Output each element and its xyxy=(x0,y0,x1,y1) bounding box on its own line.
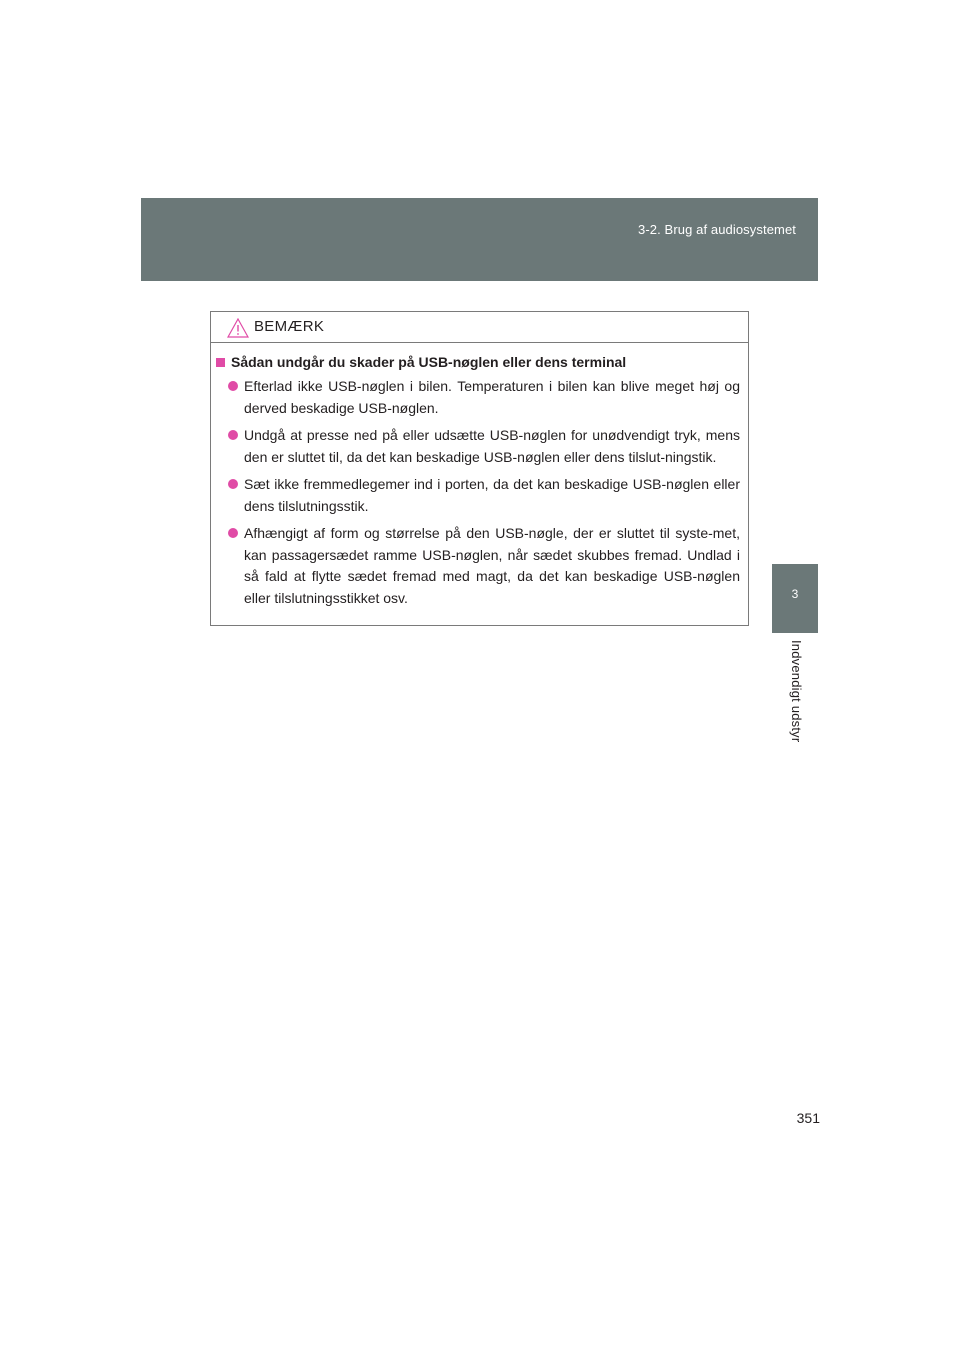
bullet-dot-icon xyxy=(228,381,238,391)
section-title-text: Sådan undgår du skader på USB-nøglen eller dens terminal xyxy=(231,354,627,370)
list-item xyxy=(216,425,740,468)
chapter-number: 3 xyxy=(791,587,799,601)
list-item-text: Efterlad ikke USB-nøglen i bilen. Temperaturen i bilen kan blive meget høj og derved beskadige USB-nøglen. xyxy=(244,378,740,416)
notice-body xyxy=(211,343,748,609)
page-number: 351 xyxy=(796,1110,820,1126)
section-title xyxy=(216,352,740,372)
chapter-tab xyxy=(772,564,818,633)
bullet-dot-icon xyxy=(228,528,238,538)
notice-box xyxy=(210,311,749,626)
notice-header xyxy=(211,312,748,343)
square-bullet-icon xyxy=(216,358,225,367)
chapter-label: Indvendigt udstyr xyxy=(789,640,804,743)
list-item xyxy=(216,376,740,419)
list-item xyxy=(216,474,740,517)
bullet-dot-icon xyxy=(228,430,238,440)
notice-title: BEMÆRK xyxy=(254,318,325,335)
header-band xyxy=(141,198,818,281)
list-item-text: Undgå at presse ned på eller udsætte USB-nøglen for unødvendigt tryk, mens den er sluttet til, da det kan beskadige USB-nøglen eller dens tilslut-ningstik. xyxy=(244,427,740,465)
list-item xyxy=(216,523,740,609)
list-item-text: Afhængigt af form og størrelse på den USB-nøgle, der er sluttet til syste-met, kan passagersædet ramme USB-nøglen, når sædet skubbes fremad. Undlad i så fald at flytte sædet fremad med magt, da det kan beskadige USB-nøglen eller tilslutningsstikket osv. xyxy=(244,525,740,606)
bullet-dot-icon xyxy=(228,479,238,489)
warning-triangle-icon xyxy=(227,318,249,338)
list-item-text: Sæt ikke fremmedlegemer ind i porten, da det kan beskadige USB-nøglen eller dens tilslutningsstik. xyxy=(244,476,740,514)
section-header: 3-2. Brug af audiosystemet xyxy=(638,222,796,237)
